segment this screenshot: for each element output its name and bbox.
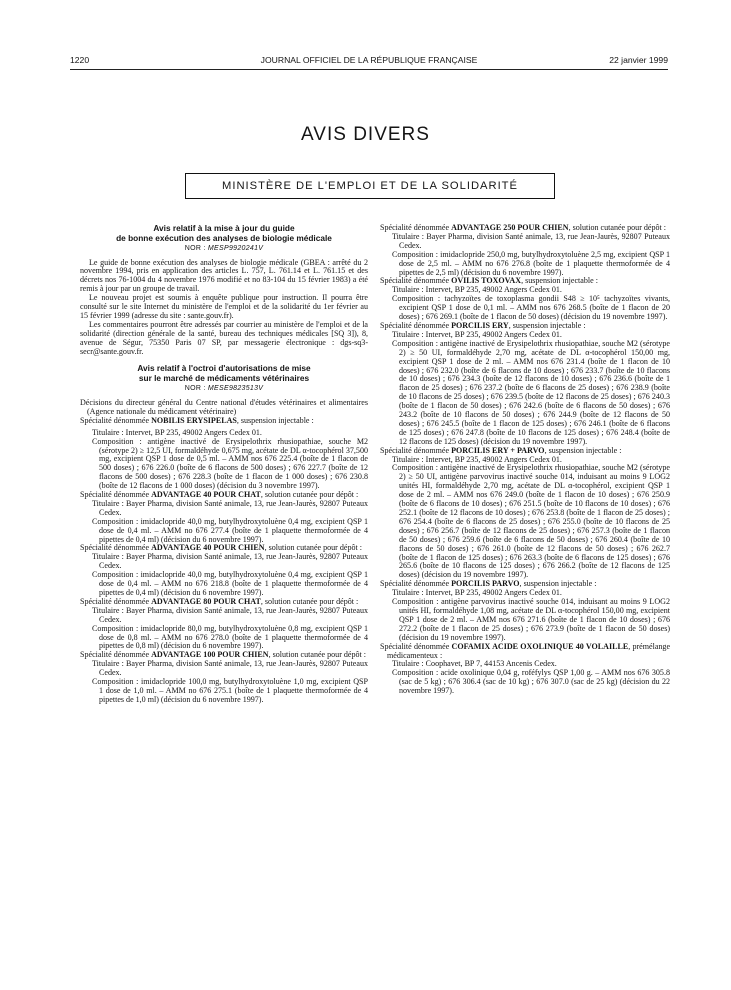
specialty-name: ADVANTAGE 40 POUR CHIEN <box>151 543 265 553</box>
notice-title <box>80 224 368 244</box>
holder: Titulaire : Intervet, BP 235, 49002 Angers Cedex 01. <box>392 588 562 598</box>
holder: Titulaire : Bayer Pharma, division Santé animale, 13, rue Jean-Jaurès, 92807 Puteaux Cedex. <box>92 552 368 571</box>
composition: Composition : imidaclopride 250,0 mg, butylhydroxytoluène 2,5 mg, excipient QSP 1 dose de 2,5 ml. – AMM no 676 276.8 (boîte de 1 plaquette thermoformée de 4 pipettes de 2,5 ml) (décision du 6 novembre 1997). <box>392 249 670 277</box>
specialty-heading <box>80 417 368 426</box>
composition: Composition : imidaclopride 40,0 mg, butylhydroxytoluène 0,4 mg, excipient QSP 1 dose de 0,4 ml. – AMM no 676 218.8 (boîte de 1 plaquette thermoformée de 4 pipettes de 0,4 ml) (décision du 6 novembre 1997). <box>92 570 368 597</box>
nor-label: NOR : <box>184 244 206 252</box>
holder: Titulaire : Bayer Pharma, division Santé animale, 13, rue Jean-Jaurès, 92807 Puteaux Cedex. <box>92 498 368 517</box>
specialty-entry <box>380 643 670 696</box>
composition: Composition : imidaclopride 80,0 mg, butylhydroxytoluène 0,8 mg, excipient QSP 1 dose de 0,8 ml. – AMM no 676 278.0 (boîte de 1 plaquette thermoformée de 4 pipettes de 0,8 ml) (décision du 6 novembre 1997). <box>92 623 368 651</box>
specialty-prefix: Spécialité dénommée <box>80 543 152 553</box>
specialty-prefix: Spécialité dénommée <box>380 445 452 455</box>
holder: Titulaire : Bayer Pharma, division Santé animale, 13, rue Jean-Jaurès, 92807 Puteaux Cedex. <box>92 605 368 624</box>
specialty-entry <box>80 651 368 704</box>
nor-reference <box>80 245 368 254</box>
nor-label: NOR : <box>184 385 206 393</box>
specialty-name: ADVANTAGE 40 POUR CHAT <box>151 490 261 500</box>
composition: Composition : acide oxolinique 0,04 g, roféfylys QSP 1,00 g. – AMM nos 676 305.8 (sac de 5 kg) ; 676 306.4 (sac de 10 kg) ; 676 307.0 (sac de 25 kg) (décision du 22 novembre 1997). <box>392 668 670 696</box>
specialty-prefix: Spécialité dénommée <box>80 415 152 425</box>
page-number: 1220 <box>70 55 90 65</box>
decision-intro: Décisions du directeur général du Centre national d'études vétérinaires et alimentaires (Agence nationale du médicament vétérinaire) <box>80 397 368 416</box>
section-title: AVIS DIVERS <box>301 124 430 145</box>
specialty-name: COFAMIX ACIDE OXOLINIQUE 40 VOLAILLE <box>451 641 629 651</box>
specialty-suffix: , prémélange médicamenteux : <box>387 641 671 660</box>
specialty-suffix: , suspension injectable : <box>236 415 314 425</box>
specialty-suffix: , suspension injectable : <box>544 445 622 455</box>
holder: Titulaire : Coophavet, BP 7, 44153 Ancenis Cedex. <box>392 659 557 669</box>
composition: Composition : antigène inactivé de Erysipelothrix rhusiopathiae, souche M2 (sérotype 2) ≥ 50 UI, formaldéhyde 2,70 mg, acétate de DL α-tocophérol 150,00 mg, excipient QSP 1 dose de 2 ml. – AMM nos 676 231.4 (boîte de 1 flacon de 10 doses) ; 676 232.0 (boîte de 6 flacons de 10 doses) ; 676 233.7 (boîte de 10 flacons de 10 doses) ; 676 234.3 (boîte de 12 flacons de 10 doses) ; 676 236.6 (boîte de 1 flacon de 25 doses) ; 676 237.2 (boîte de 6 flacons de 25 doses) ; 676 238.9 (boîte de 10 flacons de 25 doses) ; 676 239.5 (boîte de 12 flacons de 25 doses) ; 676 240.3 (boîte de 1 flacon de 50 doses) ; 676 242.6 (boîte de 6 flacons de 50 doses) ; 676 243.2 (boîte de 10 flacons de 50 doses) ; 676 244.9 (boîte de 12 flacons de 50 doses) ; 676 245.5 (boîte de 1 flacon de 125 doses) ; 676 246.1 (boîte de 6 flacons de 125 doses) ; 676 247.8 (boîte de 10 flacons de 125 doses) ; 676 248.4 (boîte de 12 flacons de 125 doses) (décision du 19 novembre 1997). <box>392 338 670 446</box>
specialty-suffix: , solution cutanée pour dépôt : <box>260 596 359 606</box>
composition: Composition : antigène parvovirus inactivé souche 014, induisant au moins 9 LOG2 unités HI, formaldéhyde 1,08 mg, acétate de DL α-tocophérol 150,00 mg, excipient QSP 1 dose de 2 ml. – AMM nos 676 271.6 (boîte de 1 flacon de 10 doses) ; 676 272.2 (boîte de 1 flacon de 25 doses) ; 676 273.9 (boîte de 1 flacon de 50 doses) (décision du 19 novembre 1997). <box>392 597 670 642</box>
specialty-entry <box>380 224 670 277</box>
specialty-prefix: Spécialité dénommée <box>80 596 152 606</box>
specialty-name: PORCILIS PARVO <box>451 579 520 589</box>
specialty-entry <box>380 277 670 322</box>
composition: Composition : antigène inactivé de Erysipelothrix rhusiopathiae, souche M2 (sérotype 2) ≥ 50 UI, antigène parvovirus inactivé souche 014, induisant au moins 9 LOG2 unités HI, formaldéhyde 2,70 mg, acétate de DL α-tocophérol, excipient QSP 1 dose de 2 ml. – AMM nos 676 249.0 (boîte de 1 flacon de 10 doses) ; 676 250.9 (boîte de 6 flacons de 10 doses) ; 676 251.5 (boîte de 10 flacons de 10 doses) ; 676 252.1 (boîte de 12 flacons de 10 doses) ; 676 253.8 (boîte de 1 flacon de 25 doses) ; 676 254.4 (boîte de 6 flacons de 25 doses) ; 676 255.0 (boîte de 10 flacons de 25 doses) ; 676 256.7 (boîte de 12 flacons de 25 doses) ; 676 257.3 (boîte de 1 flacon de 50 doses) ; 676 259.6 (boîte de 6 flacons de 50 doses) ; 676 260.4 (boîte de 10 flacons de 50 doses) ; 676 261.0 (boîte de 12 flacons de 50 doses) ; 676 262.7 (boîte de 1 flacon de 125 doses) ; 676 263.3 (boîte de 6 flacons de 125 doses) ; 676 265.6 (boîte de 10 flacons de 125 doses) ; 676 266.2 (boîte de 12 flacons de 125 doses) (décision du 19 novembre 1997). <box>392 463 670 580</box>
holder: Titulaire : Intervet, BP 235, 49002 Angers Cedex 01. <box>92 427 262 437</box>
composition: Composition : antigène inactivé de Erysipelothrix rhusiopathiae, souche M2 (sérotype 2) ≥ 12,5 UI, formaldéhyde 0,675 mg, acétate de DL α-tocophérol 37,500 mg, excipient QSP 1 dose de 0,5 ml. – AMM nos 676 225.4 (boîte de 1 flacon de 500 doses) ; 676 226.0 (boîte de 6 flacons de 500 doses) ; 676 227.7 (boîte de 12 flacons de 500 doses) ; 676 228.3 (boîte de 1 flacon de 1 000 doses) ; 676 230.8 (boîte de 12 flacons de 1 000 doses) (décision du 3 novembre 1997). <box>92 436 368 491</box>
specialty-prefix: Spécialité dénommée <box>80 490 152 500</box>
specialty-name: ADVANTAGE 80 POUR CHAT <box>151 596 261 606</box>
specialty-prefix: Spécialité dénommée <box>380 276 452 286</box>
issue-date: 22 janvier 1999 <box>609 55 668 65</box>
specialty-name: ADVANTAGE 250 POUR CHIEN <box>451 223 569 232</box>
holder: Titulaire : Intervet, BP 235, 49002 Angers Cedex 01. <box>392 285 562 295</box>
specialty-suffix: , suspension injectable : <box>519 579 597 589</box>
page-header <box>70 55 668 70</box>
notice-title-line: Avis relatif à l'octroi d'autorisations de mise <box>137 363 311 374</box>
specialty-heading <box>380 643 670 661</box>
specialty-prefix: Spécialité dénommée <box>380 320 452 330</box>
holder: Titulaire : Intervet, BP 235, 49002 Angers Cedex 01. <box>392 329 562 339</box>
specialty-name: PORCILIS ERY + PARVO <box>451 445 545 455</box>
specialty-name: OVILIS TOXOVAX <box>451 276 522 286</box>
specialty-suffix: , solution cutanée pour dépôt : <box>264 543 362 553</box>
specialty-name: NOBILIS ERYSIPELAS <box>151 415 237 425</box>
journal-title: JOURNAL OFFICIEL DE LA RÉPUBLIQUE FRANÇAISE <box>260 55 478 65</box>
composition: Composition : tachyzoïtes de toxoplasma gondii S48 ≥ 10⁵ tachyzoïtes vivants, excipient QSP 1 dose de 0,1 ml. – AMM nos 676 268.5 (boîte de 1 flacon de 20 doses) ; 676 269.1 (boîte de 1 flacon de 50 doses) (décision du 19 novembre 1997). <box>392 294 670 322</box>
specialty-name: ADVANTAGE 100 POUR CHIEN <box>151 650 269 660</box>
specialty-entry <box>80 544 368 597</box>
holder: Titulaire : Bayer Pharma, division Santé animale, 13, rue Jean-Jaurès, 92807 Puteaux Cedex. <box>92 659 368 678</box>
holder: Titulaire : Bayer Pharma, division Santé animale, 13, rue Jean-Jaurès, 92807 Puteaux Cedex. <box>392 231 670 250</box>
specialty-prefix: Spécialité dénommée <box>380 579 452 589</box>
specialty-entry <box>80 491 368 544</box>
ministry-heading: MINISTÈRE DE L'EMPLOI ET DE LA SOLIDARITÉ <box>185 173 555 199</box>
nor-code: MESE9823513V <box>207 385 264 393</box>
specialty-name: PORCILIS ERY <box>451 320 509 330</box>
specialty-entry <box>380 322 670 447</box>
paragraph: Les commentaires pourront être adressés par courrier au ministère de l'emploi et de la solidarité (direction générale de la santé, bureau des techniques médicales [SQ 3]), 8, avenue de Ségur, 75350 Paris 07 SP, par messagerie électronique : dgs-sq3-secr@sante.gouv.fr. <box>80 319 368 356</box>
notice-title-line: sur le marché de médicaments vétérinaires <box>138 373 310 384</box>
specialty-suffix: , solution cutanée pour dépôt : <box>568 223 667 232</box>
notice-title-line: de bonne exécution des analyses de biologie médicale <box>116 232 332 243</box>
specialty-suffix: , solution cutanée pour dépôt : <box>268 650 367 660</box>
notice-title-line: Avis relatif à la mise à jour du guide <box>153 223 295 233</box>
specialty-suffix: , solution cutanée pour dépôt : <box>260 490 359 500</box>
holder: Titulaire : Intervet, BP 235, 49002 Angers Cedex 01. <box>392 454 562 464</box>
specialty-entry <box>80 598 368 651</box>
specialty-entry <box>380 580 670 642</box>
specialty-prefix: Spécialité dénommée <box>380 641 452 651</box>
specialty-prefix: Spécialité dénommée <box>80 650 152 660</box>
specialty-suffix: , suspension injectable : <box>521 276 598 286</box>
notice-title <box>80 364 368 384</box>
specialty-entry <box>380 447 670 581</box>
nor-reference <box>80 385 368 394</box>
right-column <box>380 224 670 696</box>
composition: Composition : imidaclopride 100,0 mg, butylhydroxytoluène 1,0 mg, excipient QSP 1 dose de 1,0 ml. – AMM no 676 275.1 (boîte de 1 plaquette thermoformée de 4 pipettes de 1,0 ml) (décision du 6 novembre 1997). <box>92 677 368 704</box>
paragraph: Le guide de bonne exécution des analyses de biologie médicale (GBEA : arrêté du 2 novembre 1994, pris en application des articles L. 757, L. 761.14 et L. 761.15 et des décrets nos 76-1004 du 4 novembre 1976 modifié et no 83-104 du 15 février 1983) a été remis à jour par un groupe de travail. <box>80 257 368 294</box>
nor-code: MESP9920241V <box>207 244 264 252</box>
left-column <box>80 224 368 705</box>
specialty-entry <box>80 417 368 491</box>
composition: Composition : imidaclopride 40,0 mg, butylhydroxytoluène 0,4 mg, excipient QSP 1 dose de 0,4 ml. – AMM no 676 277.4 (boîte de 1 plaquette thermoformée de 4 pipettes de 0,4 ml) (décision du 6 novembre 1997). <box>92 516 368 544</box>
specialty-suffix: , suspension injectable : <box>508 320 586 330</box>
paragraph: Le nouveau projet est soumis à enquête publique pour instruction. Il pourra être consulté sur le site Internet du ministère de l'emploi et de la solidarité du 1er février au 15 février 1999 (adresse du site : sante.gouv.fr). <box>80 293 368 320</box>
specialty-prefix: Spécialité dénommée <box>380 223 452 232</box>
